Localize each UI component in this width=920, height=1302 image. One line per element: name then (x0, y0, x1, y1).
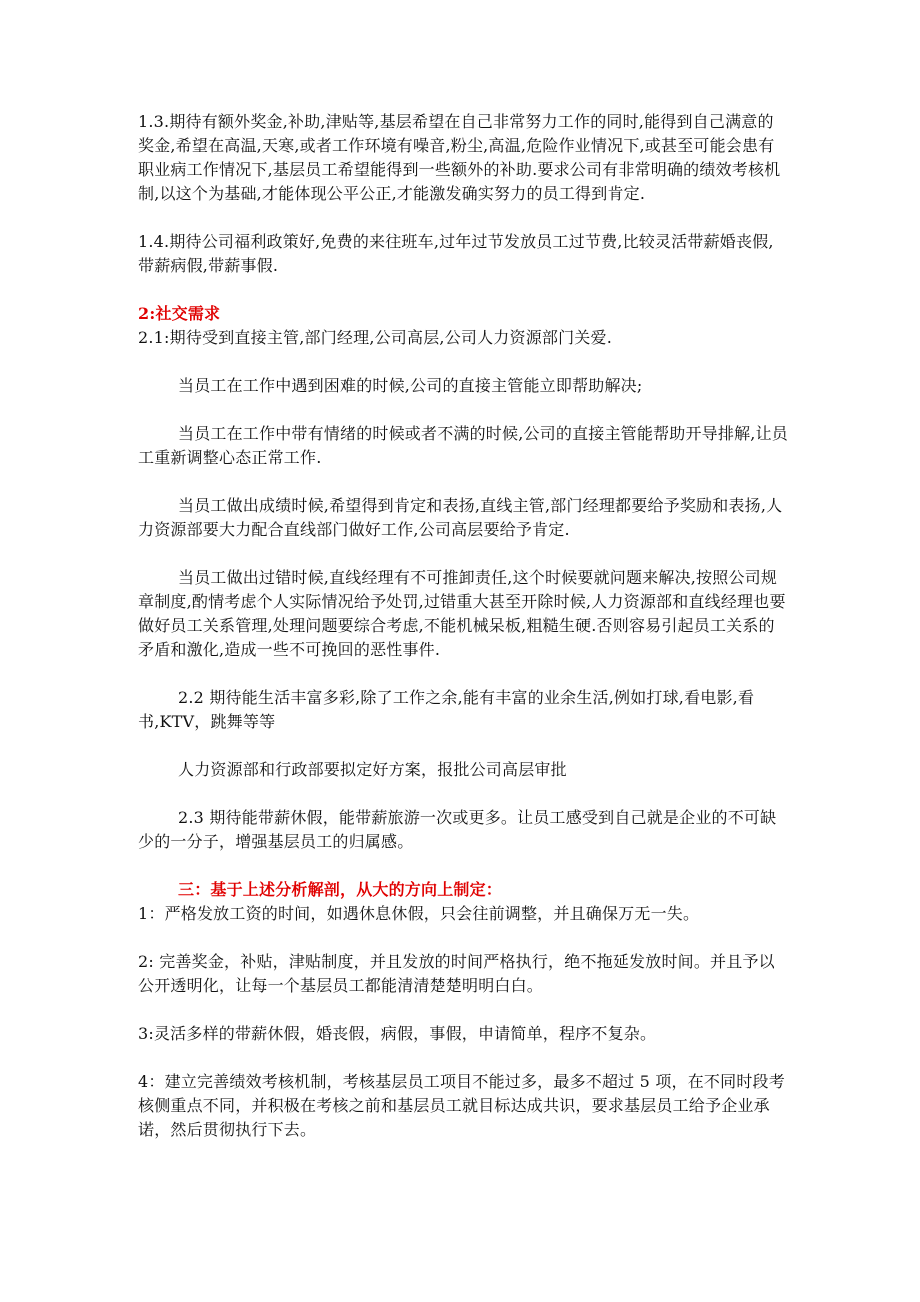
paragraph-2-1-d: 当员工做出过错时候,直线经理有不可推卸责任,这个时候要就问题来解决,按照公司规章制度,酌情考虑个人实际情况给予处罚,过错重大甚至开除时候,人力资源部和直线经理也要做好员工关系管理,处理问题要综合考虑,不能机械呆板,粗糙生硬.否则容易引起员工关系的矛盾和激化,造成一些不可挽回的恶性事件. (138, 568, 786, 659)
paragraph-1-4: 1.4.期待公司福利政策好,免费的来往班车,过年过节发放员工过节费,比较灵活带薪婚丧假,带薪病假,带薪事假. (138, 232, 774, 275)
paragraph-2-2-a: 人力资源部和行政部要拟定好方案，报批公司高层审批 (178, 760, 567, 779)
paragraph-1-3: 1.3.期待有额外奖金,补助,津贴等,基层希望在自己非常努力工作的同时,能得到自己满意的奖金,希望在高温,天寒,或者工作环境有噪音,粉尘,高温,危险作业情况下,或甚至可能会患有职业病工作情况下,基层员工希望能得到一些额外的补助.要求公司有非常明确的绩效考核机制,以这个为基础,才能体现公平公正,才能激发确实努力的员工得到肯定. (138, 112, 781, 203)
strategy-item-1: 1：严格发放工资的时间，如遇休息休假，只会往前调整，并且确保万无一失。 (138, 904, 700, 923)
strategy-item-2: 2: 完善奖金，补贴，津贴制度，并且发放的时间严格执行，绝不拖延发放时间。并且予以公开透明化，让每一个基层员工都能清清楚楚明明白白。 (138, 952, 775, 995)
paragraph-2-1-b: 当员工在工作中带有情绪的时候或者不满的时候,公司的直接主管能帮助开导排解,让员工重新调整心态正常工作. (138, 424, 788, 467)
section-heading-three: 三：基于上述分析解剖，从大的方向上制定： (178, 880, 503, 899)
document-page (138, 110, 788, 1142)
strategy-item-3: 3:灵活多样的带薪休假，婚丧假，病假，事假，申请简单，程序不复杂。 (138, 1024, 657, 1043)
paragraph-2-1-a: 当员工在工作中遇到困难的时候,公司的直接主管能立即帮助解决; (178, 376, 643, 395)
paragraph-2-2: 2.2 期待能生活丰富多彩,除了工作之余,能有丰富的业余生活,例如打球,看电影,看书,KTV，跳舞等等 (138, 688, 755, 731)
paragraph-2-1: 2.1:期待受到直接主管,部门经理,公司高层,公司人力资源部门关爱. (138, 328, 612, 347)
section-heading-social-needs: 2:社交需求 (138, 304, 221, 323)
strategy-item-4: 4：建立完善绩效考核机制，考核基层员工项目不能过多，最多不超过 5 项，在不同时段考核侧重点不同，并积极在考核之前和基层员工就目标达成共识，要求基层员工给予企业承诺，然后贯彻执行下去。 (138, 1072, 785, 1139)
paragraph-2-3: 2.3 期待能带薪休假，能带薪旅游一次或更多。让员工感受到自己就是企业的不可缺少的一分子，增强基层员工的归属感。 (138, 808, 777, 851)
paragraph-2-1-c: 当员工做出成绩时候,希望得到肯定和表扬,直线主管,部门经理都要给予奖励和表扬,人力资源部要大力配合直线部门做好工作,公司高层要给予肯定. (138, 496, 783, 539)
